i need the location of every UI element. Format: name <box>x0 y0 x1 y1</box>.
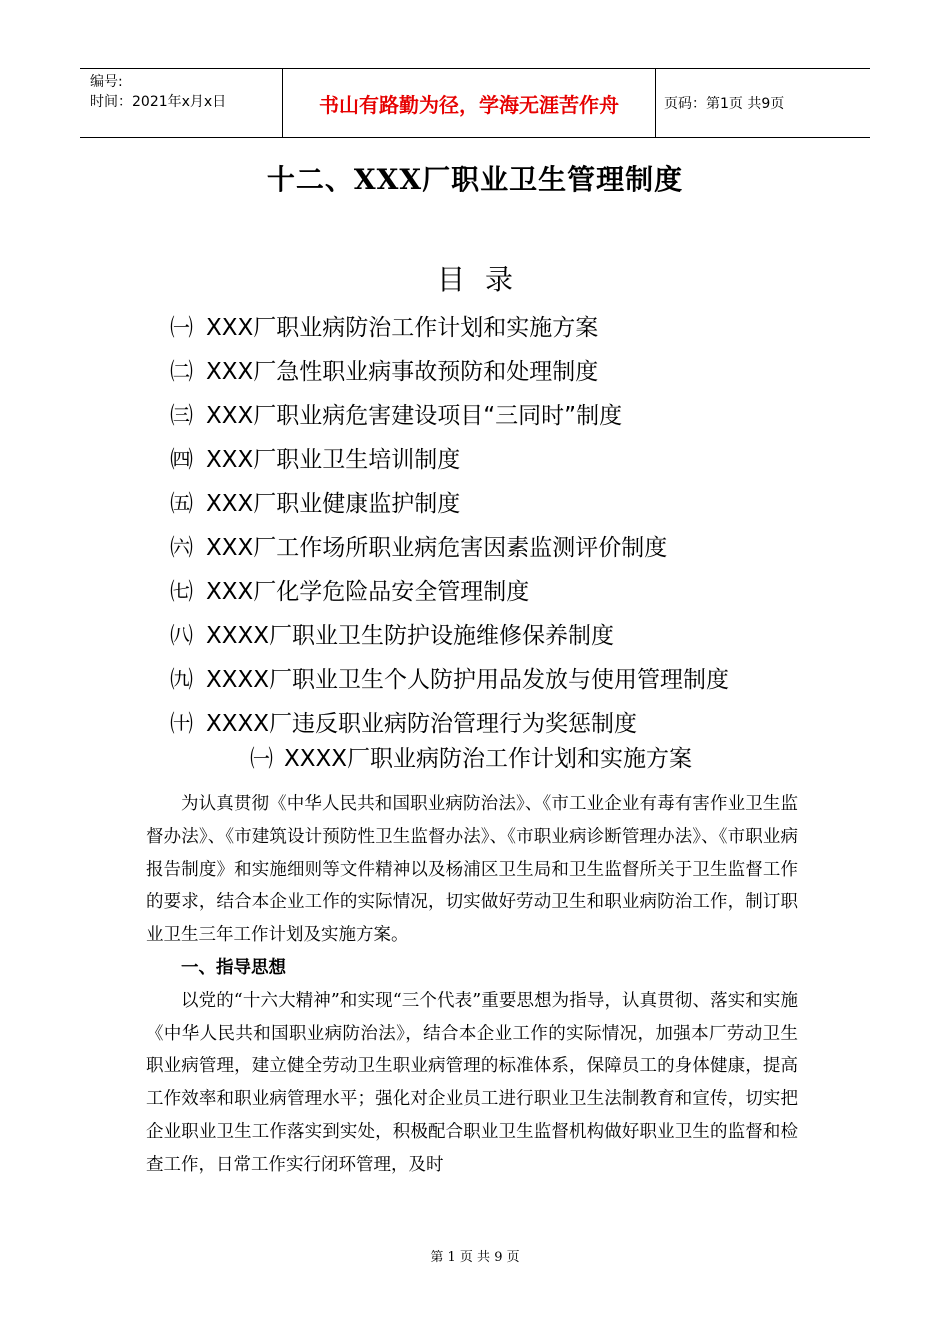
toc-item-number: ㈦ <box>170 579 193 605</box>
toc-item-text: XXX厂化学危险品安全管理制度 <box>206 579 530 605</box>
header-motto: 书山有路勤为径，学海无涯苦作舟 <box>282 69 656 137</box>
toc-item-number: ㈢ <box>170 403 193 429</box>
toc-item[interactable] <box>170 350 890 394</box>
toc-item-number: ㈨ <box>170 667 193 693</box>
toc-item-text: XXX厂急性职业病事故预防和处理制度 <box>206 359 599 385</box>
table-of-contents <box>170 306 890 746</box>
section-title <box>250 740 692 773</box>
toc-item-number: ㈡ <box>170 359 193 385</box>
intro-paragraph: 为认真贯彻《中华人民共和国职业病防治法》、《市工业企业有毒有害作业卫生监督办法》、《市建筑设计预防性卫生监督办法》、《市职业病诊断管理办法》、《市职业病报告制度》和实施细则等文件精神以及杨浦区卫生局和卫生监督所关于卫生监督工作的要求，结合本企业工作的实际情况，切实做好劳动卫生和职业病防治工作，制订职业卫生三年工作计划及实施方案。 <box>146 794 798 946</box>
toc-item-text: XXX厂职业病危害建设项目“三同时”制度 <box>206 403 623 429</box>
toc-item[interactable] <box>170 394 890 438</box>
toc-item-text: XXXX厂违反职业病防治管理行为奖惩制度 <box>206 711 638 737</box>
subheading-guiding-thought: 一、指导思想 <box>181 957 286 978</box>
toc-item-text: XXXX厂职业卫生防护设施维修保养制度 <box>206 623 615 649</box>
toc-heading: 目录 <box>436 263 533 296</box>
toc-item[interactable] <box>170 658 890 702</box>
toc-item-text: XXX厂工作场所职业病危害因素监测评价制度 <box>206 535 668 561</box>
toc-item-number: ㈩ <box>170 711 193 737</box>
document-title: 十二、XXX厂职业卫生管理制度 <box>266 163 684 196</box>
toc-item-text: XXX厂职业病防治工作计划和实施方案 <box>206 315 599 341</box>
document-number-label: 编号: <box>90 74 123 90</box>
section-number: ㈠ <box>250 746 273 772</box>
header-page-info: 页码：第1页 共9页 <box>664 96 785 112</box>
toc-item-number: ㈧ <box>170 623 193 649</box>
page-footer: 第 1 页 共 9 页 <box>430 1250 520 1265</box>
toc-item[interactable] <box>170 482 890 526</box>
toc-item-number: ㈣ <box>170 447 193 473</box>
toc-item[interactable] <box>170 614 890 658</box>
toc-item[interactable] <box>170 526 890 570</box>
toc-item[interactable] <box>170 570 890 614</box>
toc-item-text: XXX厂职业健康监护制度 <box>206 491 461 517</box>
section-title-text: XXXX厂职业病防治工作计划和实施方案 <box>284 746 693 772</box>
document-time: 时间：2021年x月x日 <box>90 94 227 110</box>
toc-item[interactable] <box>170 306 890 350</box>
toc-item[interactable] <box>170 438 890 482</box>
page-header <box>80 68 870 138</box>
guiding-paragraph: 以党的“十六大精神”和实现“三个代表”重要思想为指导，认真贯彻、落实和实施《中华人民共和国职业病防治法》，结合本企业工作的实际情况，加强本厂劳动卫生职业病管理，建立健全劳动卫生职业病管理的标准体系，保障员工的身体健康，提高工作效率和职业病管理水平；强化对企业员工进行职业卫生法制教育和宣传，切实把企业职业卫生工作落实到实处，积极配合职业卫生监督机构做好职业卫生的监督和检查工作，日常工作实行闭环管理，及时 <box>146 990 798 1175</box>
toc-item-number: ㈠ <box>170 315 193 341</box>
header-meta <box>80 69 282 137</box>
toc-item-number: ㈥ <box>170 535 193 561</box>
body-text <box>146 788 798 1182</box>
toc-item-text: XXXX厂职业卫生个人防护用品发放与使用管理制度 <box>206 667 730 693</box>
toc-item-text: XXX厂职业卫生培训制度 <box>206 447 461 473</box>
toc-item-number: ㈤ <box>170 491 193 517</box>
